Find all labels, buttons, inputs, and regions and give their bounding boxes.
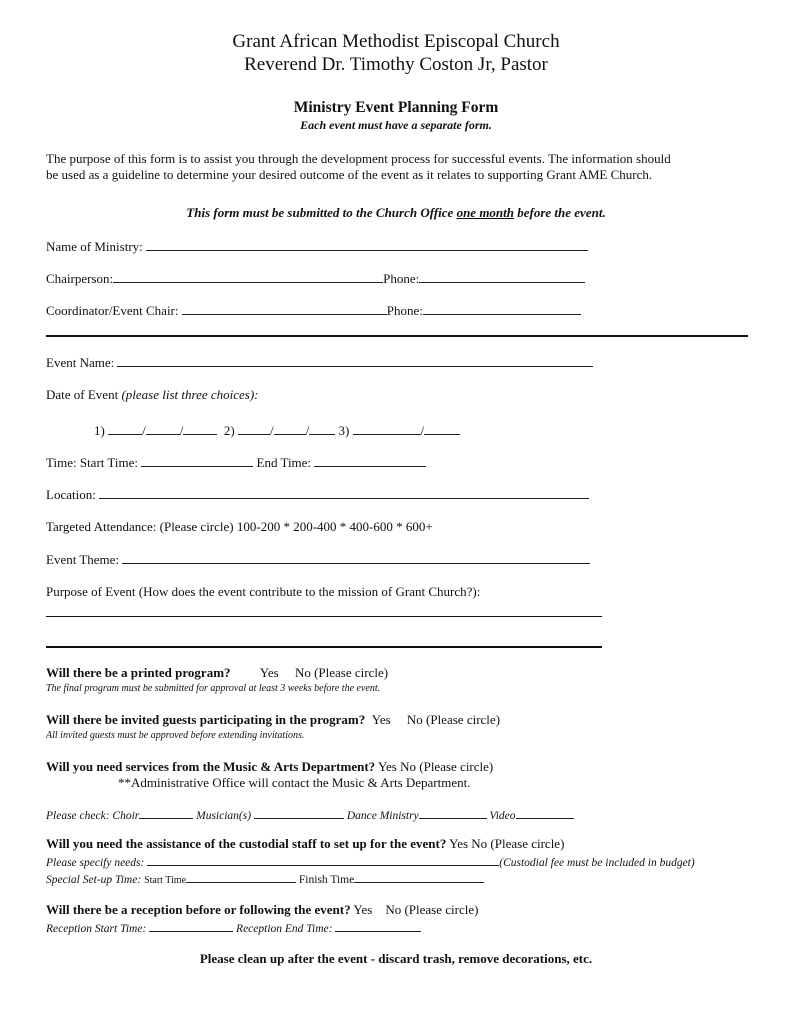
event-name-blank[interactable]: [117, 354, 593, 367]
coordinator-label: Coordinator/Event Chair:: [46, 303, 179, 318]
ministry-field: [46, 238, 588, 255]
intro-line-2: be used as a guideline to determine your desired outcome of the event as it relates to supporting Grant AME Church.: [46, 167, 653, 182]
program-options[interactable]: Yes No (Please circle): [259, 665, 389, 680]
check-musician-blank[interactable]: [254, 806, 344, 819]
choice-2-label: 2): [223, 423, 235, 438]
location-blank[interactable]: [99, 486, 589, 499]
choice-2-month[interactable]: [238, 422, 270, 435]
ministry-blank[interactable]: [146, 238, 588, 251]
event-name-field: [46, 354, 593, 371]
setup-start-blank[interactable]: [186, 870, 296, 883]
coordinator-field: [46, 302, 581, 319]
form-subtitle: Each event must have a separate form.: [300, 118, 492, 132]
check-dance-label: Dance Ministry: [346, 810, 419, 822]
section-divider: [46, 335, 748, 337]
choice-1-day[interactable]: [146, 422, 180, 435]
music-note: **Administrative Office will contact the Music & Arts Department.: [118, 775, 471, 790]
custodial-options[interactable]: Yes No (Please circle): [449, 836, 565, 851]
check-choir-blank[interactable]: [139, 806, 193, 819]
date-label: Date of Event: [46, 387, 122, 402]
reception-options[interactable]: Yes No (Please circle): [353, 902, 479, 917]
choice-2-year[interactable]: [309, 422, 335, 435]
setup-finish-label: Finish Time: [298, 874, 355, 886]
choice-3-month[interactable]: [353, 422, 421, 435]
reception-q-text: Will there be a reception before or following the event?: [46, 902, 351, 917]
end-time-blank[interactable]: [314, 454, 426, 467]
music-options[interactable]: Yes No (Please circle): [377, 759, 494, 774]
music-question: [46, 759, 493, 775]
check-video-blank[interactable]: [516, 806, 574, 819]
church-name: Grant African Methodist Episcopal Church: [232, 31, 560, 52]
intro-line-1: The purpose of this form is to assist you through the development process for successful events. The information should: [46, 151, 671, 166]
deadline-notice: [0, 205, 792, 221]
date-choices: 1) / / 2) / / 3) /: [94, 422, 460, 439]
reception-end-colon: :: [328, 923, 333, 935]
location-label: Location:: [46, 487, 96, 502]
event-name-label: Event Name:: [46, 355, 115, 370]
setup-time: [46, 870, 484, 886]
choice-1-month[interactable]: [108, 422, 142, 435]
end-time-label: End Time:: [256, 455, 312, 470]
reception-end-label: Reception End Time: [236, 923, 329, 935]
date-hint: (please list three choices):: [121, 387, 259, 402]
specify-label: Please specify needs: [46, 857, 141, 869]
theme-label: Event Theme:: [46, 552, 120, 567]
guests-note: All invited guests must be approved before extending invitations.: [46, 730, 305, 741]
check-choir-label: Please check: Choir: [46, 810, 140, 822]
theme-blank[interactable]: [122, 551, 590, 564]
reception-times: [46, 919, 421, 935]
chairperson-blank[interactable]: [113, 270, 383, 283]
setup-colon: :: [137, 874, 142, 886]
chair-phone-blank[interactable]: [419, 270, 585, 283]
choice-1-label: 1): [94, 423, 105, 438]
attendance-field[interactable]: Targeted Attendance: (Please circle) 100-200 * 200-400 * 400-600 * 600+: [46, 519, 433, 534]
program-note: The final program must be submitted for approval at least 3 weeks before the event.: [46, 683, 381, 694]
deadline-emph: one month: [456, 205, 514, 220]
ministry-label: Name of Ministry:: [46, 239, 143, 254]
reception-question: [46, 902, 478, 918]
chairperson-field: [46, 270, 585, 287]
music-checklist: [46, 806, 574, 822]
check-musician-label: Musician(s): [196, 810, 252, 822]
program-q-text: Will there be a printed program?: [46, 665, 231, 680]
footer-note: Please clean up after the event - discard trash, remove decorations, etc.: [199, 951, 593, 966]
custodial-fee-note: (Custodial fee must be included in budget): [499, 857, 695, 869]
purpose-line-1[interactable]: [46, 616, 602, 617]
custodial-question: [46, 836, 564, 852]
guests-q-text: Will there be invited guests participating in the program?: [46, 712, 366, 727]
choice-1-year[interactable]: [183, 422, 217, 435]
purpose-label: Purpose of Event (How does the event contribute to the mission of Grant Church?):: [46, 584, 481, 599]
check-dance-blank[interactable]: [419, 806, 487, 819]
time-field: [46, 454, 426, 471]
reception-start-blank[interactable]: [149, 919, 233, 932]
setup-start-label: Start Time: [144, 875, 187, 886]
theme-field: [46, 551, 590, 568]
chairperson-label: Chairperson:: [46, 271, 114, 286]
check-video-label: Video: [489, 810, 516, 822]
form-title: Ministry Event Planning Form: [293, 99, 499, 116]
setup-label: Special Set-up Time: [46, 874, 138, 886]
deadline-before: This form must be submitted to the Church Office: [186, 205, 457, 220]
guests-question: [46, 712, 500, 728]
program-question: [46, 665, 388, 681]
specify-colon: :: [140, 857, 145, 869]
choice-3-label: 3): [338, 423, 350, 438]
choice-2-day[interactable]: [274, 422, 306, 435]
reception-start-label: Reception Start Time:: [46, 923, 147, 935]
specify-blank[interactable]: [147, 853, 499, 866]
purpose-line-2[interactable]: [46, 646, 602, 648]
start-time-blank[interactable]: [141, 454, 253, 467]
guests-options[interactable]: Yes No (Please circle): [371, 712, 501, 727]
date-field-label: [46, 387, 259, 403]
chair-phone-label: Phone:: [383, 271, 420, 286]
music-q-text: Will you need services from the Music & Arts Department?: [46, 759, 376, 774]
coordinator-blank[interactable]: [182, 302, 387, 315]
custodial-needs: [46, 853, 695, 869]
coordinator-phone-label: Phone:: [386, 303, 423, 318]
choice-3-day[interactable]: [424, 422, 460, 435]
pastor-name: Reverend Dr. Timothy Coston Jr, Pastor: [244, 54, 548, 75]
coordinator-phone-blank[interactable]: [423, 302, 581, 315]
custodial-q-text: Will you need the assistance of the custodial staff to set up for the event?: [46, 836, 447, 851]
deadline-after: before the event.: [514, 205, 606, 220]
reception-end-blank[interactable]: [335, 919, 421, 932]
setup-finish-blank[interactable]: [354, 870, 484, 883]
start-time-label: Time: Start Time:: [46, 455, 138, 470]
location-field: [46, 486, 589, 503]
